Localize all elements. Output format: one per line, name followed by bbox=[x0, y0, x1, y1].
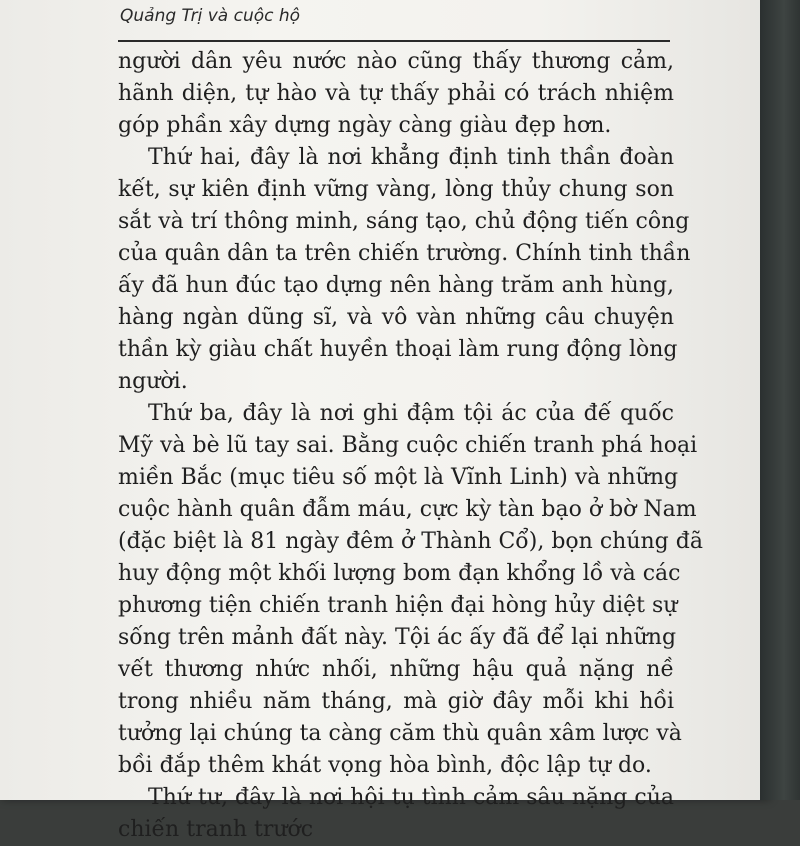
text-line: Mỹ và bè lũ tay sai. Bằng cuộc chiến tranh phá hoại bbox=[118, 433, 698, 458]
text-line: hãnh diện, tự hào và tự thấy phải có trách nhiệm bbox=[118, 81, 674, 106]
running-head bbox=[118, 0, 670, 42]
paragraph bbox=[118, 782, 674, 846]
text-line: huy động một khối lượng bom đạn khổng lồ và các bbox=[118, 561, 681, 586]
text-line: kết, sự kiên định vững vàng, lòng thủy chung son bbox=[118, 177, 674, 202]
text-line: trong nhiều năm tháng, mà giờ đây mỗi khi hồi bbox=[118, 689, 674, 714]
text-line: hàng ngàn dũng sĩ, và vô vàn những câu chuyện bbox=[118, 305, 674, 330]
text-line: cuộc hành quân đẫm máu, cực kỳ tàn bạo ở bờ Nam bbox=[118, 497, 697, 522]
text-line: Thứ ba, đây là nơi ghi đậm tội ác của đế quốc bbox=[148, 401, 674, 426]
body-text bbox=[118, 46, 703, 846]
text-line: của quân dân ta trên chiến trường. Chính tinh thần bbox=[118, 241, 691, 266]
text-line: tưởng lại chúng ta càng căm thù quân xâm lược và bbox=[118, 721, 682, 746]
text-line: Thứ hai, đây là nơi khẳng định tinh thần đoàn bbox=[148, 145, 674, 170]
paragraph bbox=[118, 398, 703, 782]
running-head-text: Quảng Trị và cuộc hộ bbox=[120, 6, 301, 26]
paragraph bbox=[118, 142, 691, 398]
paragraph bbox=[118, 46, 674, 142]
text-line: thần kỳ giàu chất huyền thoại làm rung động lòng bbox=[118, 337, 678, 362]
text-line: người dân yêu nước nào cũng thấy thương cảm, bbox=[118, 49, 674, 74]
text-line: sắt và trí thông minh, sáng tạo, chủ động tiến công bbox=[118, 209, 690, 234]
text-line: chiến tranh trước bbox=[118, 817, 314, 842]
text-line: (đặc biệt là 81 ngày đêm ở Thành Cổ), bọn chúng đã bbox=[118, 529, 703, 554]
text-line: Thứ tư, đây là nơi hội tụ tình cảm sâu nặng của bbox=[148, 785, 674, 810]
text-line: góp phần xây dựng ngày càng giàu đẹp hơn. bbox=[118, 113, 612, 138]
text-line: phương tiện chiến tranh hiện đại hòng hủy diệt sự bbox=[118, 593, 678, 618]
text-line: miền Bắc (mục tiêu số một là Vĩnh Linh) và những bbox=[118, 465, 679, 490]
text-line: sống trên mảnh đất này. Tội ác ấy đã để lại những bbox=[118, 625, 677, 650]
text-line: vết thương nhức nhối, những hậu quả nặng nề bbox=[118, 657, 674, 682]
text-line: ấy đã hun đúc tạo dựng nên hàng trăm anh hùng, bbox=[118, 273, 674, 298]
text-line: người. bbox=[118, 369, 188, 394]
desk-background bbox=[760, 0, 800, 800]
text-line: bồi đắp thêm khát vọng hòa bình, độc lập tự do. bbox=[118, 753, 652, 778]
